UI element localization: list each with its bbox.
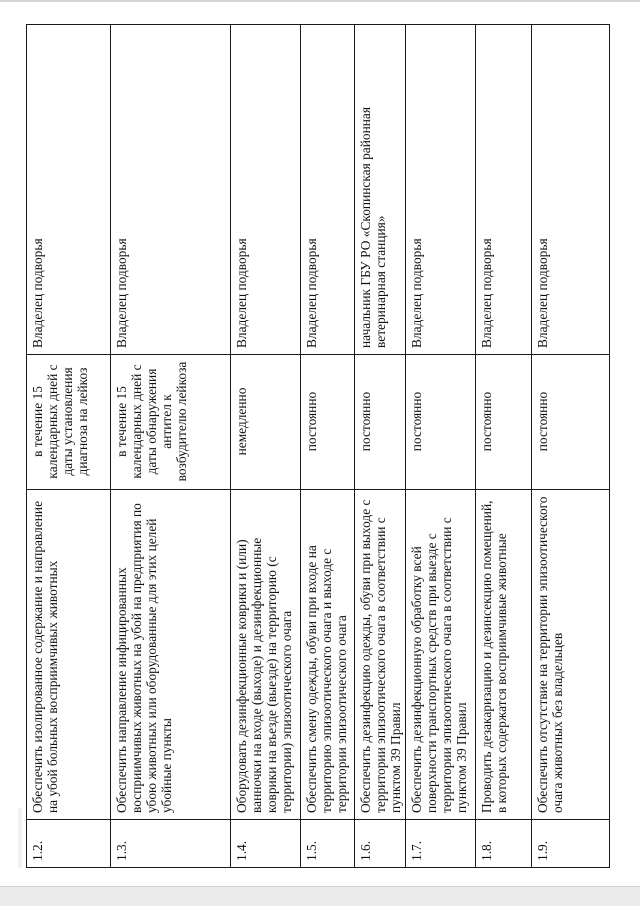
row-responsible: Владелец подворья	[532, 25, 610, 355]
row-term: постоянно	[532, 355, 610, 490]
row-action: Обеспечить дезинфекционную обработку всей поверхности транспортных средств при выезде с территории эпизоотического очага в соответствии с пунктом 39 Правил	[406, 490, 476, 820]
table-row	[476, 25, 532, 868]
table-row	[111, 25, 231, 868]
row-responsible: начальник ГБУ РО «Скопинская районная ветеринарная станция»	[355, 25, 406, 355]
row-term: в течение 15 календарных дней с даты установления диагноза на лейкоз	[27, 355, 111, 490]
row-term: постоянно	[406, 355, 476, 490]
row-action: Оборудовать дезинфекционные коврики и (или) ванночки на входе (выходе) и дезинфекционные коврики на въезде (выезде) на территорию (с территории) эпизоотического очага	[231, 490, 301, 820]
row-responsible: Владелец подворья	[406, 25, 476, 355]
row-term: постоянно	[355, 355, 406, 490]
row-action: Проводить дезакаризацию и дезинсекцию помещений, в которых содержатся восприимчивые животные	[476, 490, 532, 820]
scan-bottom-edge	[0, 886, 640, 906]
row-action: Обеспечить направление инфицированных восприимчивых животных на убой на предприятия по убою животных или оборудованные для этих целей убойные пункты	[111, 490, 231, 820]
row-number: 1.7.	[406, 820, 476, 868]
row-number: 1.8.	[476, 820, 532, 868]
row-responsible: Владелец подворья	[301, 25, 355, 355]
row-number: 1.3.	[111, 820, 231, 868]
table-row	[532, 25, 610, 868]
row-action: Обеспечить отсутствие на территории эпизоотического очага животных без владельцев	[532, 490, 610, 820]
row-responsible: Владелец подворья	[111, 25, 231, 355]
table-row	[406, 25, 476, 868]
row-number: 1.5.	[301, 820, 355, 868]
row-responsible: Владелец подворья	[27, 25, 111, 355]
table-row	[27, 25, 111, 868]
rotated-page	[26, 25, 608, 868]
row-term: немедленно	[231, 355, 301, 490]
scan-top-edge	[0, 0, 640, 2]
row-number: 1.9.	[532, 820, 610, 868]
table-row	[301, 25, 355, 868]
table-row	[231, 25, 301, 868]
row-number: 1.4.	[231, 820, 301, 868]
table-row	[355, 25, 406, 868]
row-responsible: Владелец подворья	[476, 25, 532, 355]
row-action: Обеспечить изолированное содержание и направление на убой больных восприимчивых животных	[27, 490, 111, 820]
row-number: 1.2.	[27, 820, 111, 868]
row-term: постоянно	[301, 355, 355, 490]
scan-margin-mark	[18, 808, 22, 868]
row-action: Обеспечить дезинфекцию одежды, обуви при выходе с территории эпизоотического очага в соответствии с пунктом 39 Правил	[355, 490, 406, 820]
row-action: Обеспечить смену одежды, обуви при входе на территорию эпизоотического очага и выходе с территории эпизоотического очага	[301, 490, 355, 820]
row-number: 1.6.	[355, 820, 406, 868]
row-term: постоянно	[476, 355, 532, 490]
measures-table	[26, 24, 610, 868]
row-responsible: Владелец подворья	[231, 25, 301, 355]
row-term: в течение 15 календарных дней с даты обнаружения антител к возбудителю лейкоза	[111, 355, 231, 490]
